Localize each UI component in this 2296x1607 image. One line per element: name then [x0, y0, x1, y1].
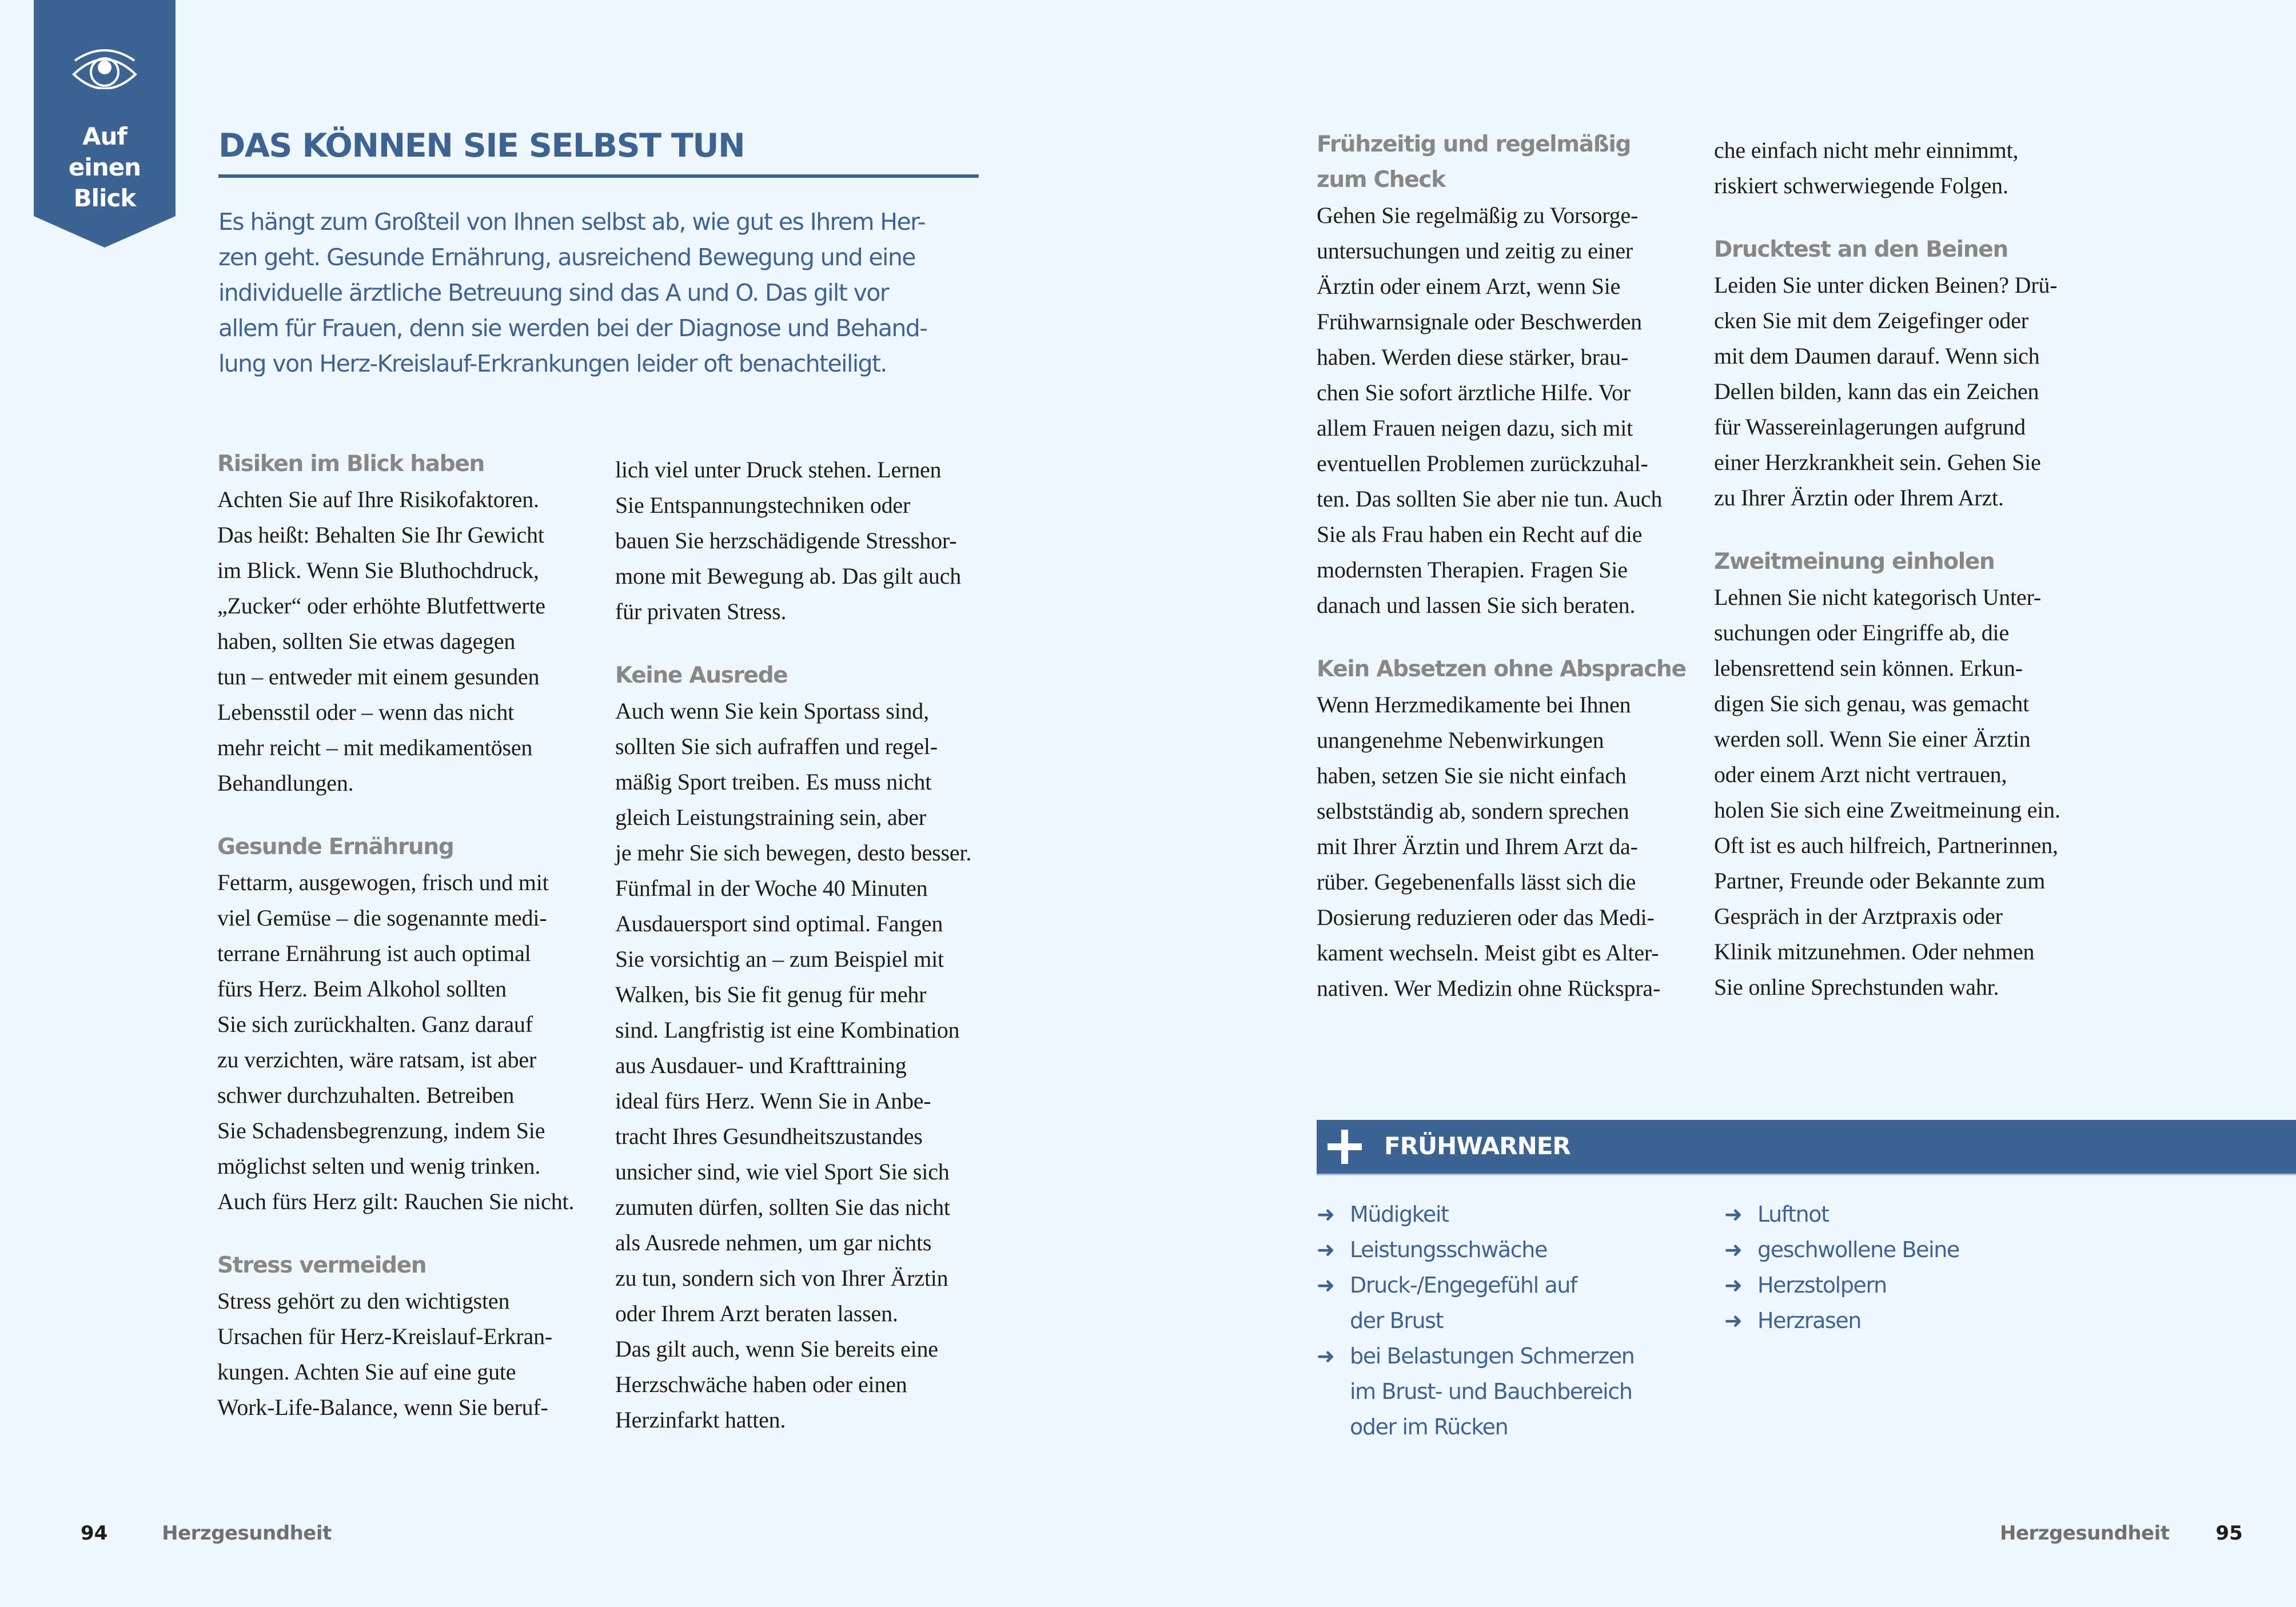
- item-text: der Brust: [1350, 1308, 1444, 1333]
- text-line: tun – entweder mit einem gesunden: [217, 664, 540, 689]
- text-line: Fünfmal in der Woche 40 Minuten: [615, 875, 928, 901]
- text-line: rüber. Gegebenenfalls lässt sich die: [1317, 869, 1636, 895]
- text-line: haben, sollten Sie etwas dagegen: [217, 628, 516, 654]
- section-heading: Risiken im Blick haben: [217, 451, 484, 477]
- text-line: mäßig Sport treiben. Es muss nicht: [615, 769, 932, 795]
- text-line: holen Sie sich eine Zweitmeinung ein.: [1714, 797, 2060, 823]
- text-line: je mehr Sie sich bewegen, desto besser.: [615, 840, 972, 866]
- item-text: im Brust- und Bauchbereich: [1350, 1379, 1632, 1404]
- text-line: haben, setzen Sie sie nicht einfach: [1317, 763, 1627, 788]
- fruehwarner-item: [1317, 1197, 1634, 1232]
- text-line: im Blick. Wenn Sie Bluthochdruck,: [217, 557, 539, 583]
- text-line: suchungen oder Eingriffe ab, die: [1714, 620, 2010, 645]
- text-line: zu verzichten, wäre ratsam, ist aber: [217, 1047, 537, 1072]
- text-line: Das gilt auch, wenn Sie bereits eine: [615, 1336, 938, 1362]
- fruehwarner-item: [1317, 1267, 1634, 1338]
- text-line: aus Ausdauer- und Krafttraining: [615, 1052, 907, 1078]
- section-body: [615, 693, 981, 1438]
- bookmark-line: einen: [68, 153, 141, 181]
- text-line: Sie sich zurückhalten. Ganz darauf: [217, 1011, 533, 1037]
- text-line: Ärztin oder einem Arzt, wenn Sie: [1317, 273, 1621, 299]
- text-line: gleich Leistungstraining sein, aber: [615, 804, 926, 830]
- section-body: [217, 865, 583, 1219]
- arrow-right-icon: ➜: [1724, 1202, 1742, 1227]
- text-line: bauen Sie herzschädigende Stresshor-: [615, 528, 957, 553]
- text-line: Oft ist es auch hilfreich, Partnerinnen,: [1714, 832, 2058, 858]
- section-heading: Gesunde Ernährung: [217, 834, 454, 860]
- text-line: Fettarm, ausgewogen, frisch und mit: [217, 870, 549, 895]
- fruehwarner-item: [1724, 1197, 1959, 1232]
- intro-paragraph: [218, 204, 984, 381]
- text-line: tracht Ihres Gesundheitszustandes: [615, 1123, 923, 1149]
- text-line: Herzinfarkt hatten.: [615, 1407, 786, 1433]
- arrow-right-icon: ➜: [1724, 1237, 1742, 1262]
- heading-line: Frühzeitig und regelmäßig: [1317, 131, 1631, 157]
- text-line: schwer durchzuhalten. Betreiben: [217, 1082, 515, 1108]
- arrow-right-icon: ➜: [1724, 1308, 1742, 1333]
- page-number: 95: [2215, 1522, 2243, 1545]
- text-line: mit Ihrer Ärztin und Ihrem Arzt da-: [1317, 834, 1638, 859]
- item-text: Herzrasen: [1757, 1308, 1861, 1333]
- text-line: Ausdauersport sind optimal. Fangen: [615, 911, 943, 936]
- section-body: [217, 1283, 583, 1425]
- text-line: Sie vorsichtig an – zum Beispiel mit: [615, 946, 944, 972]
- text-line: Ursachen für Herz-Kreislauf-Erkran-: [217, 1323, 553, 1349]
- text-line: oder Ihrem Arzt beraten lassen.: [615, 1301, 898, 1326]
- text-line: unsicher sind, wie viel Sport Sie sich: [615, 1159, 950, 1185]
- arrow-right-icon: ➜: [1317, 1273, 1334, 1298]
- text-line: Das heißt: Behalten Sie Ihr Gewicht: [217, 522, 544, 548]
- section-body: [1317, 198, 1683, 623]
- fruehwarner-list-left: [1317, 1197, 1634, 1445]
- text-line: „Zucker“ oder erhöhte Blutfettwerte: [217, 593, 545, 619]
- text-line: zu Ihrer Ärztin oder Ihrem Arzt.: [1714, 485, 2004, 511]
- bookmark-line: Auf: [82, 122, 127, 150]
- text-line: Sie Entspannungstechniken oder: [615, 492, 911, 518]
- text-line: cken Sie mit dem Zeigefinger oder: [1714, 308, 2028, 333]
- fruehwarner-header: [1317, 1120, 2296, 1175]
- text-line: Dosierung reduzieren oder das Medi-: [1317, 904, 1655, 930]
- fruehwarner-item: [1724, 1267, 1959, 1303]
- text-line: lebensrettend sein können. Erkun-: [1714, 655, 2023, 681]
- text-line: zu tun, sondern sich von Ihrer Ärztin: [615, 1265, 948, 1291]
- text-line: Stress gehört zu den wichtigsten: [217, 1288, 510, 1314]
- text-line: Wenn Herzmedikamente bei Ihnen: [1317, 692, 1631, 717]
- item-text: Herzstolpern: [1757, 1273, 1887, 1298]
- text-line: als Ausrede nehmen, um gar nichts: [615, 1230, 932, 1255]
- plus-icon: [1328, 1130, 1362, 1164]
- text-line: Work-Life-Balance, wenn Sie beruf-: [217, 1394, 548, 1420]
- text-line: eventuellen Problemen zurückzuhal-: [1317, 450, 1648, 476]
- text-line: terrane Ernährung ist auch optimal: [217, 940, 531, 966]
- intro-line: lung von Herz-Kreislauf-Erkrankungen leider oft benachteiligt.: [218, 350, 887, 377]
- text-line: ideal fürs Herz. Wenn Sie in Anbe-: [615, 1088, 931, 1114]
- text-line: allem Frauen neigen dazu, sich mit: [1317, 415, 1633, 441]
- text-line: Klinik mitzunehmen. Oder nehmen: [1714, 939, 2035, 964]
- intro-line: individuelle ärztliche Betreuung sind das A und O. Das gilt vor: [218, 279, 889, 306]
- text-line: Sie als Frau haben ein Recht auf die: [1317, 521, 1643, 547]
- column-2: [615, 452, 981, 1438]
- text-line: Sie online Sprechstunden wahr.: [1714, 974, 1999, 1000]
- section-heading: Kein Absetzen ohne Absprache: [1317, 656, 1686, 682]
- text-line: riskiert schwerwiegende Folgen.: [1714, 173, 2008, 198]
- item-text: Müdigkeit: [1350, 1202, 1449, 1227]
- section-heading: Stress vermeiden: [217, 1253, 426, 1278]
- column-3: [1317, 127, 1686, 1006]
- arrow-right-icon: ➜: [1317, 1237, 1334, 1262]
- section-body: [1317, 687, 1683, 1006]
- footer-right: [2000, 1521, 2243, 1546]
- text-line: werden soll. Wenn Sie einer Ärztin: [1714, 726, 2031, 752]
- text-line: danach und lassen Sie sich beraten.: [1317, 592, 1636, 618]
- text-line: für Wassereinlagerungen aufgrund: [1714, 414, 2026, 440]
- text-line: ten. Das sollten Sie aber nie tun. Auch: [1317, 486, 1663, 512]
- text-line: Gehen Sie regelmäßig zu Vorsorge-: [1317, 202, 1639, 228]
- text-line: Achten Sie auf Ihre Risikofaktoren.: [217, 487, 539, 512]
- fruehwarner-item: [1724, 1303, 1959, 1338]
- page-number: 94: [81, 1522, 108, 1545]
- text-line: mit dem Daumen darauf. Wenn sich: [1714, 343, 2040, 369]
- fruehwarner-item: [1317, 1338, 1634, 1445]
- item-text: Druck-/Engegefühl auf: [1350, 1273, 1577, 1298]
- page-title: DAS KÖNNEN SIE SELBST TUN: [218, 127, 745, 165]
- footer-left: [81, 1521, 332, 1546]
- fruehwarner-item: [1317, 1232, 1634, 1267]
- text-line: Frühwarnsignale oder Beschwerden: [1317, 309, 1642, 334]
- fruehwarner-item: [1724, 1232, 1959, 1267]
- text-line: kungen. Achten Sie auf eine gute: [217, 1359, 516, 1385]
- item-text: Leistungsschwäche: [1350, 1237, 1547, 1262]
- intro-line: allem für Frauen, denn sie werden bei der Diagnose und Behand-: [218, 314, 927, 342]
- text-line: chen Sie sofort ärztliche Hilfe. Vor: [1317, 380, 1631, 405]
- section-heading: Zweitmeinung einholen: [1714, 549, 1995, 575]
- eye-icon: [71, 46, 138, 89]
- intro-line: Es hängt zum Großteil von Ihnen selbst ab, wie gut es Ihrem Her-: [218, 208, 925, 236]
- bookmark-label: [34, 121, 176, 214]
- section-body: [217, 482, 583, 801]
- fruehwarner-list-right: [1724, 1197, 1959, 1338]
- title-divider: [218, 174, 979, 178]
- item-text: bei Belastungen Schmerzen: [1350, 1343, 1635, 1369]
- text-line: Sie Schadensbegrenzung, indem Sie: [217, 1118, 545, 1143]
- text-line: Dellen bilden, kann das ein Zeichen: [1714, 378, 2039, 404]
- text-line: einer Herzkrankheit sein. Gehen Sie: [1714, 449, 2041, 475]
- section-body: [1714, 268, 2080, 516]
- heading-line: zum Check: [1317, 167, 1445, 193]
- running-title: Herzgesundheit: [162, 1522, 332, 1545]
- item-text: oder im Rücken: [1350, 1414, 1508, 1439]
- text-line: Behandlungen.: [217, 770, 354, 796]
- section-heading: [1317, 127, 1683, 198]
- running-title: Herzgesundheit: [2000, 1522, 2170, 1545]
- column-1: [217, 446, 583, 1425]
- column-4: [1714, 133, 2080, 1005]
- item-text: Luftnot: [1757, 1202, 1829, 1227]
- section-heading: Keine Ausrede: [615, 663, 788, 688]
- text-line: untersuchungen und zeitig zu einer: [1317, 238, 1633, 264]
- bookmark-line: Blick: [73, 184, 136, 212]
- text-line: oder einem Arzt nicht vertrauen,: [1714, 761, 2007, 787]
- arrow-right-icon: ➜: [1317, 1343, 1334, 1369]
- text-line: mone mit Bewegung ab. Das gilt auch: [615, 563, 962, 589]
- text-line: Gespräch in der Arztpraxis oder: [1714, 903, 2003, 929]
- intro-line: zen geht. Gesunde Ernährung, ausreichend Bewegung und eine: [218, 244, 915, 271]
- section-body-continued: [1714, 133, 2080, 204]
- text-line: nativen. Wer Medizin ohne Rückspra-: [1317, 975, 1661, 1001]
- text-line: modernsten Therapien. Fragen Sie: [1317, 557, 1628, 583]
- arrow-right-icon: ➜: [1724, 1273, 1742, 1298]
- text-line: sind. Langfristig ist eine Kombination: [615, 1017, 960, 1043]
- text-line: Partner, Freunde oder Bekannte zum: [1714, 868, 2046, 894]
- text-line: für privaten Stress.: [615, 599, 787, 624]
- text-line: che einfach nicht mehr einnimmt,: [1714, 137, 2019, 163]
- text-line: Lebensstil oder – wenn das nicht: [217, 699, 515, 725]
- text-line: Auch fürs Herz gilt: Rauchen Sie nicht.: [217, 1189, 575, 1214]
- section-heading: Drucktest an den Beinen: [1714, 237, 2008, 262]
- text-line: möglichst selten und wenig trinken.: [217, 1153, 541, 1179]
- text-line: fürs Herz. Beim Alkohol sollten: [217, 976, 507, 1002]
- item-text: geschwollene Beine: [1757, 1237, 1959, 1262]
- text-line: Auch wenn Sie kein Sportass sind,: [615, 698, 929, 724]
- fruehwarner-title: FRÜHWARNER: [1384, 1132, 1570, 1160]
- text-line: Herzschwäche haben oder einen: [615, 1371, 907, 1397]
- text-line: selbstständig ab, sondern sprechen: [1317, 798, 1629, 824]
- text-line: haben. Werden diese stärker, brau-: [1317, 344, 1629, 370]
- text-line: Leiden Sie unter dicken Beinen? Drü-: [1714, 272, 2058, 298]
- text-line: mehr reicht – mit medikamentösen: [217, 735, 533, 760]
- arrow-right-icon: ➜: [1317, 1202, 1334, 1227]
- section-body-continued: [615, 452, 981, 629]
- text-line: kament wechseln. Meist gibt es Alter-: [1317, 940, 1659, 966]
- text-line: lich viel unter Druck stehen. Lernen: [615, 457, 942, 483]
- text-line: Lehnen Sie nicht kategorisch Unter-: [1714, 584, 2042, 610]
- text-line: Walken, bis Sie fit genug für mehr: [615, 982, 927, 1007]
- text-line: digen Sie sich genau, was gemacht: [1714, 691, 2030, 716]
- text-line: sollten Sie sich aufraffen und regel-: [615, 733, 938, 759]
- text-line: unangenehme Nebenwirkungen: [1317, 727, 1604, 753]
- text-line: zumuten dürfen, sollten Sie das nicht: [615, 1194, 950, 1220]
- section-body: [1714, 580, 2080, 1005]
- text-line: viel Gemüse – die sogenannte medi-: [217, 905, 547, 931]
